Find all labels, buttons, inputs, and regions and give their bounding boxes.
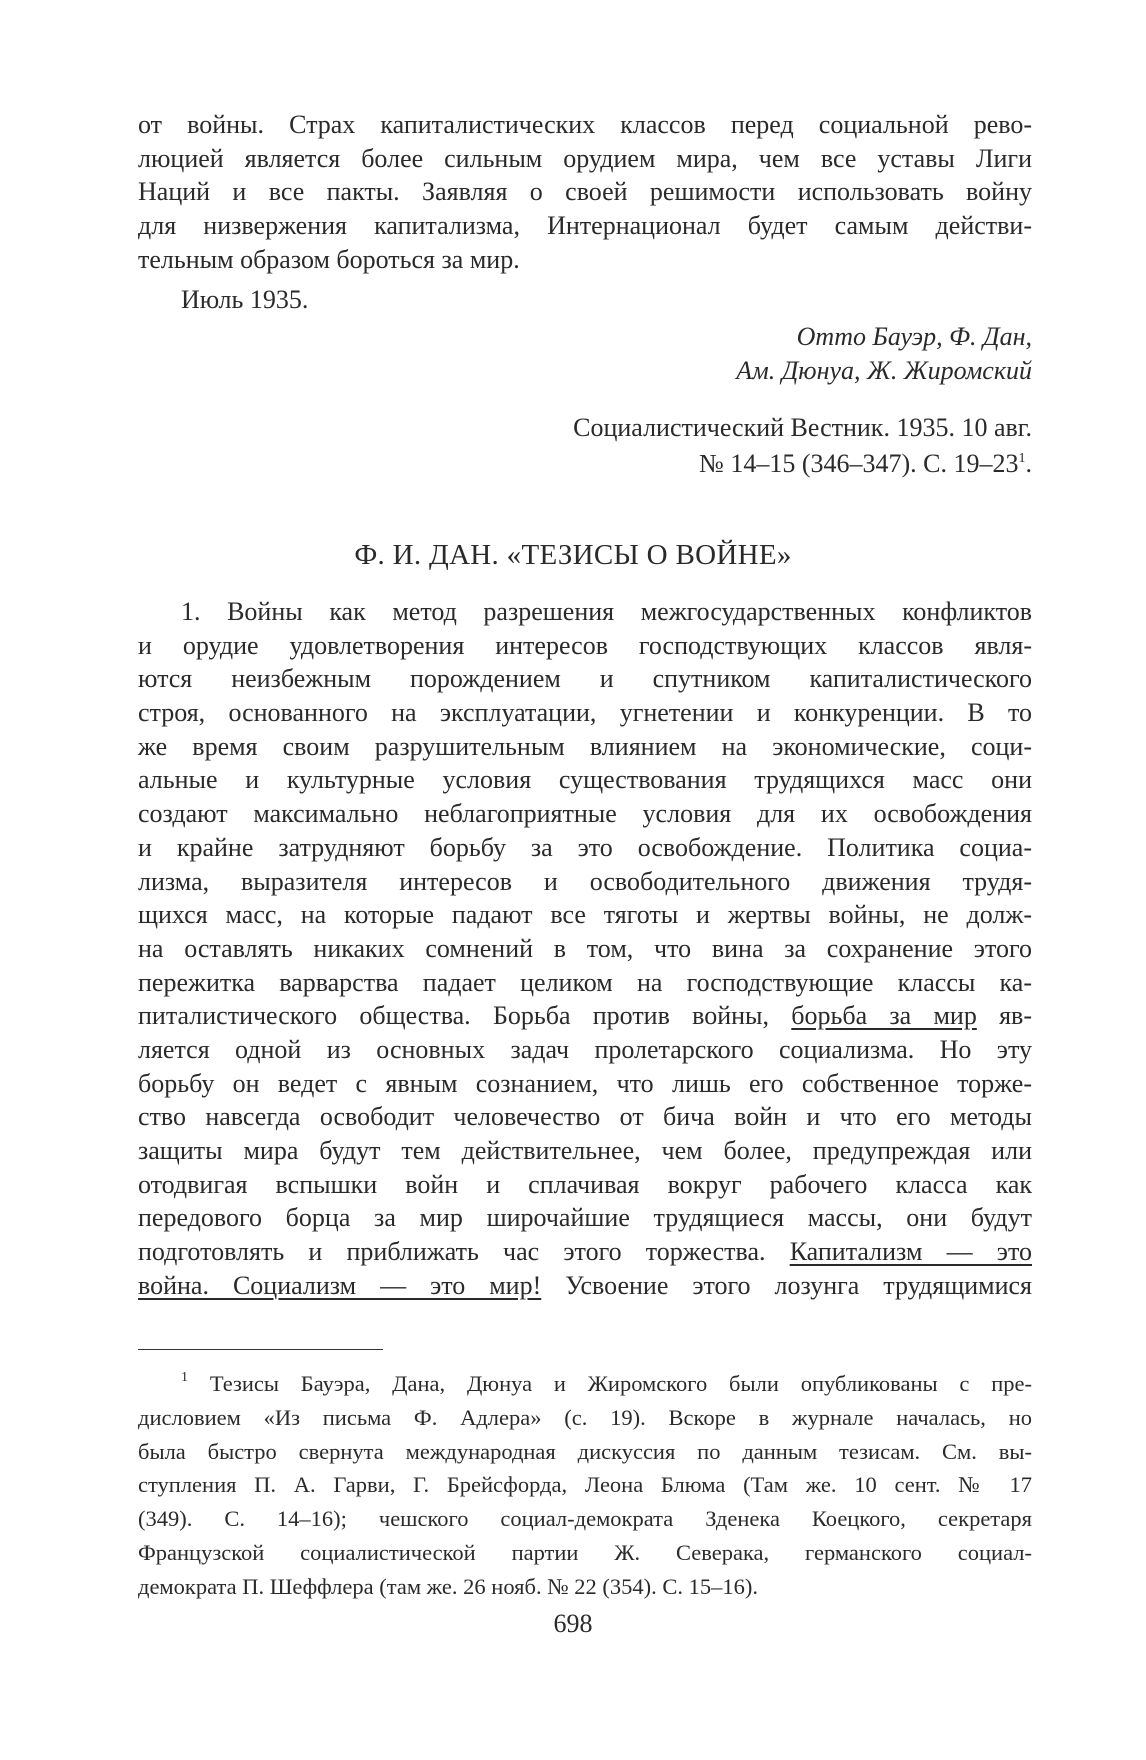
text-line: война. Социализм — это мир! Усвоение этого лозунга трудящимися xyxy=(138,1270,1032,1300)
footnote-number: 1 xyxy=(181,1370,188,1385)
text-line: подготовлять и приближать час этого торжества. Капитализм — это xyxy=(138,1237,1032,1267)
text-line: ляется одной из основных задач пролетарского социализма. Но эту xyxy=(138,1034,1032,1064)
footnote-divider xyxy=(138,1349,383,1350)
underlined-phrase: борьба за мир xyxy=(791,1001,977,1031)
text-line: создают максимально неблагоприятные условия для их освобождения xyxy=(138,799,1032,829)
footnote-line: демократа П. Шеффлера (там же. 26 нояб. № 22 (354). С. 15–16). xyxy=(138,1573,759,1599)
text-line: альные и культурные условия существования трудящихся масс они xyxy=(138,765,1032,795)
source-issue: № 14–15 (346–347). С. 19–23 xyxy=(699,449,1019,478)
text-line: питалистического общества. Борьба против войны, борьба за мир яв- xyxy=(138,1001,1032,1031)
text-line: Наций и все пакты. Заявляя о своей решимости использовать войну xyxy=(138,177,1032,207)
text-line: защиты мира будут тем действительнее, чем более, предупреждая или xyxy=(138,1136,1032,1165)
underlined-slogan: Капитализм — это xyxy=(789,1237,1032,1267)
text-line: ство навсегда освободит человечество от бича войн и что его методы xyxy=(138,1102,1032,1132)
footnote-line: ступления П. А. Гарви, Г. Брейсфорда, Леона Блюма (Там же. 10 сент. № 17 xyxy=(138,1472,1032,1498)
document-date: Июль 1935. xyxy=(181,285,309,314)
text-line: тельным образом бороться за мир. xyxy=(138,244,520,274)
underlined-slogan: война. Социализм — это мир! xyxy=(138,1270,542,1300)
text-line: щихся масс, на которые падают все тяготы и жертвы войны, не долж- xyxy=(138,900,1032,930)
source-line: Социалистический Вестник. 1935. 10 авг. xyxy=(573,413,1032,442)
text-line: передового борца за мир широчайшие трудящиеся массы, они будут xyxy=(138,1203,1032,1233)
signatory-line: Отто Бауэр, Ф. Дан, xyxy=(796,322,1032,351)
text-line: на оставлять никаких сомнений в том, что вина за сохранение этого xyxy=(138,933,1032,963)
text-line: и крайне затрудняют борьбу за это освобождение. Политика социа- xyxy=(138,832,1032,862)
text-line: отодвигая вспышки войн и сплачивая вокруг рабочего класса как xyxy=(138,1169,1032,1199)
text-line: люцией является более сильным орудием мира, чем все уставы Лиги xyxy=(138,143,1032,173)
text-line: 1. Войны как метод разрешения межгосударственных конфликтов xyxy=(181,597,1032,626)
body-paragraph xyxy=(138,595,1032,1302)
intro-paragraph xyxy=(138,108,1032,276)
footnote xyxy=(138,1367,1032,1604)
footnote-line: (349). С. 14–16); чешского социал-демократа Зденека Коецкого, секретаря xyxy=(138,1506,1032,1532)
footnote-line: $^1$ Тезисы Бауэра, Дана, Дюнуа и Жиромского были опубликованы с пре- xyxy=(181,1370,1032,1396)
source-line: № 14–15 (346–347). С. $19-23^1$. xyxy=(699,449,1032,478)
source-citation xyxy=(573,410,1032,482)
text-line: же время своим разрушительным влиянием на экономические, соци- xyxy=(138,731,1032,761)
section-title: Ф. И. ДАН. «ТЕЗИСЫ О ВОЙНЕ» xyxy=(354,539,792,571)
text-line: пережитка варварства падает целиком на господствующие классы ка- xyxy=(138,967,1032,997)
text-line: и орудие удовлетворения интересов господствующих классов явля- xyxy=(138,630,1032,660)
signatories xyxy=(736,320,1032,388)
text-line: лизма, выразителя интересов и освободительного движения трудя- xyxy=(138,866,1032,896)
text-line: ются неизбежным порождением и спутником капиталистического xyxy=(138,664,1032,694)
page-number: 698 xyxy=(553,1609,593,1638)
footnote-line: дисловием «Из письма Ф. Адлера» (с. 19). Вскоре в журнале началась, но xyxy=(138,1404,1032,1430)
text-line: от войны. Страх капиталистических классов перед социальной рево- xyxy=(138,110,1032,139)
footnote-reference[interactable]: 1 xyxy=(1018,451,1026,466)
text-line: строя, основанного на эксплуатации, угнетении и конкуренции. В то xyxy=(138,698,1032,728)
text-line: борьбу он ведет с явным сознанием, что лишь его собственное торже- xyxy=(138,1068,1032,1098)
footnote-line: Французской социалистической партии Ж. Северака, германского социал- xyxy=(138,1539,1032,1565)
signatory-line: Ам. Дюнуа, Ж. Жиромский xyxy=(736,356,1032,385)
footnote-line: была быстро свернута международная дискуссия по данным тезисам. См. вы- xyxy=(138,1438,1032,1464)
text-line: для низвержения капитализма, Интернационал будет самым действи- xyxy=(138,211,1032,241)
